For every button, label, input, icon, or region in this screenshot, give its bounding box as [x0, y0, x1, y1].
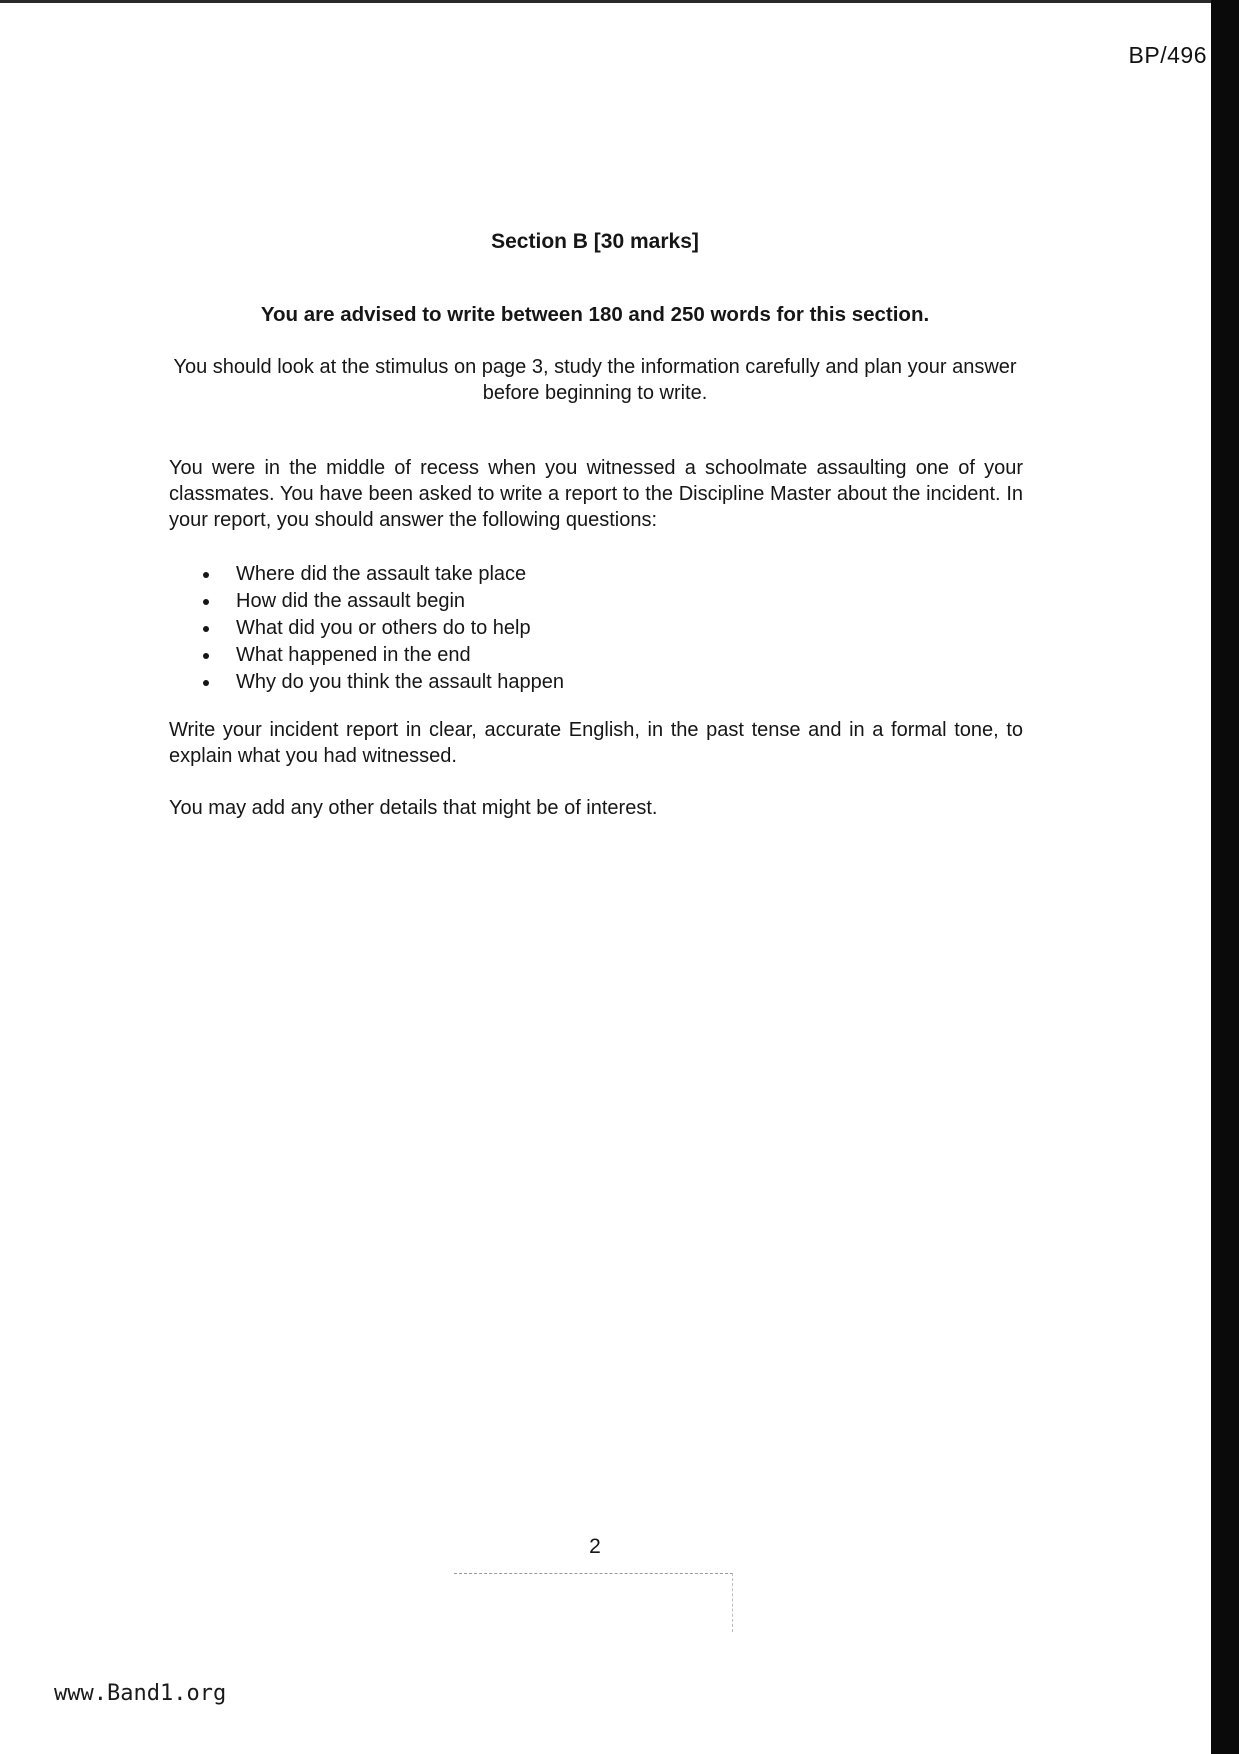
planning-instruction: You should look at the stimulus on page 3, study the information carefully and plan your answer before beginning to write.: [173, 356, 1017, 404]
question-text: How did the assault begin: [236, 590, 466, 612]
stamp-box: [454, 1573, 733, 1632]
question-text: Why do you think the assault happen: [236, 671, 564, 693]
bullet-icon: [203, 680, 209, 686]
extra-details-note: You may add any other details that might be of interest.: [169, 797, 658, 819]
scan-edge-top: [0, 0, 1239, 3]
task-scenario: You were in the middle of recess when you witnessed a schoolmate assaulting one of your classmates. You have been asked to write a report to the Discipline Master about the incident. In your report, you should answer the following questions:: [169, 457, 1023, 531]
list-item: [200, 669, 564, 696]
bullet-icon: [203, 653, 209, 659]
question-text: What happened in the end: [236, 644, 471, 666]
word-count-advice: You are advised to write between 180 and 250 words for this section.: [260, 303, 930, 326]
website-watermark: www.Band1.org: [54, 1681, 227, 1706]
bullet-icon: [203, 626, 209, 632]
question-text: Where did the assault take place: [236, 563, 527, 585]
question-list: [200, 561, 564, 696]
page-number: 2: [589, 1535, 601, 1558]
scan-edge-right: [1211, 0, 1239, 1754]
section-title: Section B [30 marks]: [491, 230, 699, 253]
list-item: [200, 615, 564, 642]
list-item: [200, 561, 564, 588]
paper-code: BP/496: [1128, 42, 1207, 68]
list-item: [200, 642, 564, 669]
list-item: [200, 588, 564, 615]
bullet-icon: [203, 599, 209, 605]
question-text: What did you or others do to help: [236, 617, 531, 639]
bullet-icon: [203, 572, 209, 578]
closing-instruction: Write your incident report in clear, accurate English, in the past tense and in a formal tone, to explain what you had witnessed.: [169, 719, 1023, 767]
